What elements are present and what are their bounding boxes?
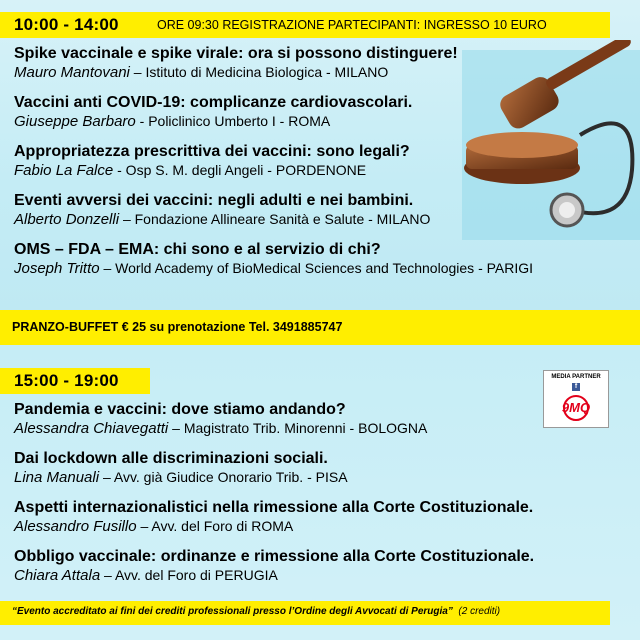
talk-title: Pandemia e vaccini: dove stiamo andando? (14, 401, 346, 418)
media-partner-logo (558, 394, 594, 422)
registration-notice: ORE 09:30 REGISTRAZIONE PARTECIPANTI: INGRESSO 10 EURO (157, 18, 547, 32)
speaker-affiliation: – Magistrato Trib. Minorenni - BOLOGNA (168, 420, 428, 436)
speaker-affiliation: – Fondazione Allineare Sanità e Salute - MILANO (119, 211, 431, 227)
accreditation-note (12, 606, 500, 617)
talk-title: Spike vaccinale e spike virale: ora si possono distinguere! (14, 45, 458, 62)
talk-item (14, 44, 533, 82)
speaker-affiliation: – Avv. già Giudice Onorario Trib. - PISA (99, 469, 348, 485)
speaker-name: Joseph Tritto (14, 260, 100, 277)
afternoon-session (14, 400, 534, 596)
speaker-name: Fabio La Falce (14, 162, 114, 179)
media-partner-label: MEDIA PARTNER (551, 374, 601, 380)
afternoon-time: 15:00 - 19:00 (14, 371, 119, 390)
lunch-notice: PRANZO-BUFFET € 25 su prenotazione Tel. 3491885747 (12, 320, 343, 334)
talk-title: Aspetti internazionalistici nella rimessione alla Corte Costituzionale. (14, 499, 534, 516)
talk-title: Eventi avversi dei vaccini: negli adulti e nei bambini. (14, 192, 414, 209)
speaker-name: Alessandra Chiavegatti (14, 420, 169, 437)
speaker-affiliation: – World Academy of BioMedical Sciences and Technologies - PARIGI (99, 260, 534, 276)
speaker-name: Alessandro Fusillo (14, 518, 137, 535)
speaker-name: Giuseppe Barbaro (14, 113, 136, 130)
speaker-name: Mauro Mantovani (14, 64, 130, 81)
talk-title: Obbligo vaccinale: ordinanze e rimessione alla Corte Costituzionale. (14, 548, 535, 565)
speaker-affiliation: – Avv. del Foro di ROMA (136, 518, 294, 534)
talk-item (14, 191, 533, 229)
media-partner-badge[interactable] (543, 370, 609, 428)
morning-session (14, 44, 533, 289)
speaker-name: Alberto Donzelli (14, 211, 120, 228)
morning-time: 10:00 - 14:00 (14, 15, 119, 34)
credits-count: (2 crediti) (458, 606, 501, 617)
speaker-affiliation: – Istituto di Medicina Biologica - MILANO (129, 64, 389, 80)
talk-title: Vaccini anti COVID-19: complicanze cardiovascolari. (14, 94, 413, 111)
media-partner-logo-text: 9MQ (561, 400, 591, 415)
talk-item (14, 547, 534, 585)
accreditation-text: “Evento accreditato ai fini dei crediti professionali presso l’Ordine degli Avvocati di Perugia” (12, 606, 453, 617)
talk-title: OMS – FDA – EMA: chi sono e al servizio di chi? (14, 241, 381, 258)
talk-item (14, 449, 534, 487)
speaker-name: Chiara Attala (14, 567, 101, 584)
speaker-affiliation: – Avv. del Foro di PERUGIA (100, 567, 278, 583)
facebook-icon[interactable]: f (572, 383, 580, 391)
speaker-affiliation: - Policlinico Umberto I - ROMA (135, 113, 331, 129)
talk-item (14, 93, 533, 131)
speaker-name: Lina Manuali (14, 469, 100, 486)
talk-item (14, 400, 534, 438)
talk-title: Dai lockdown alle discriminazioni sociali. (14, 450, 328, 467)
talk-title: Appropriatezza prescrittiva dei vaccini: sono legali? (14, 143, 410, 160)
talk-item (14, 142, 533, 180)
talk-item (14, 498, 534, 536)
speaker-affiliation: - Osp S. M. degli Angeli - PORDENONE (113, 162, 367, 178)
talk-item (14, 240, 533, 278)
